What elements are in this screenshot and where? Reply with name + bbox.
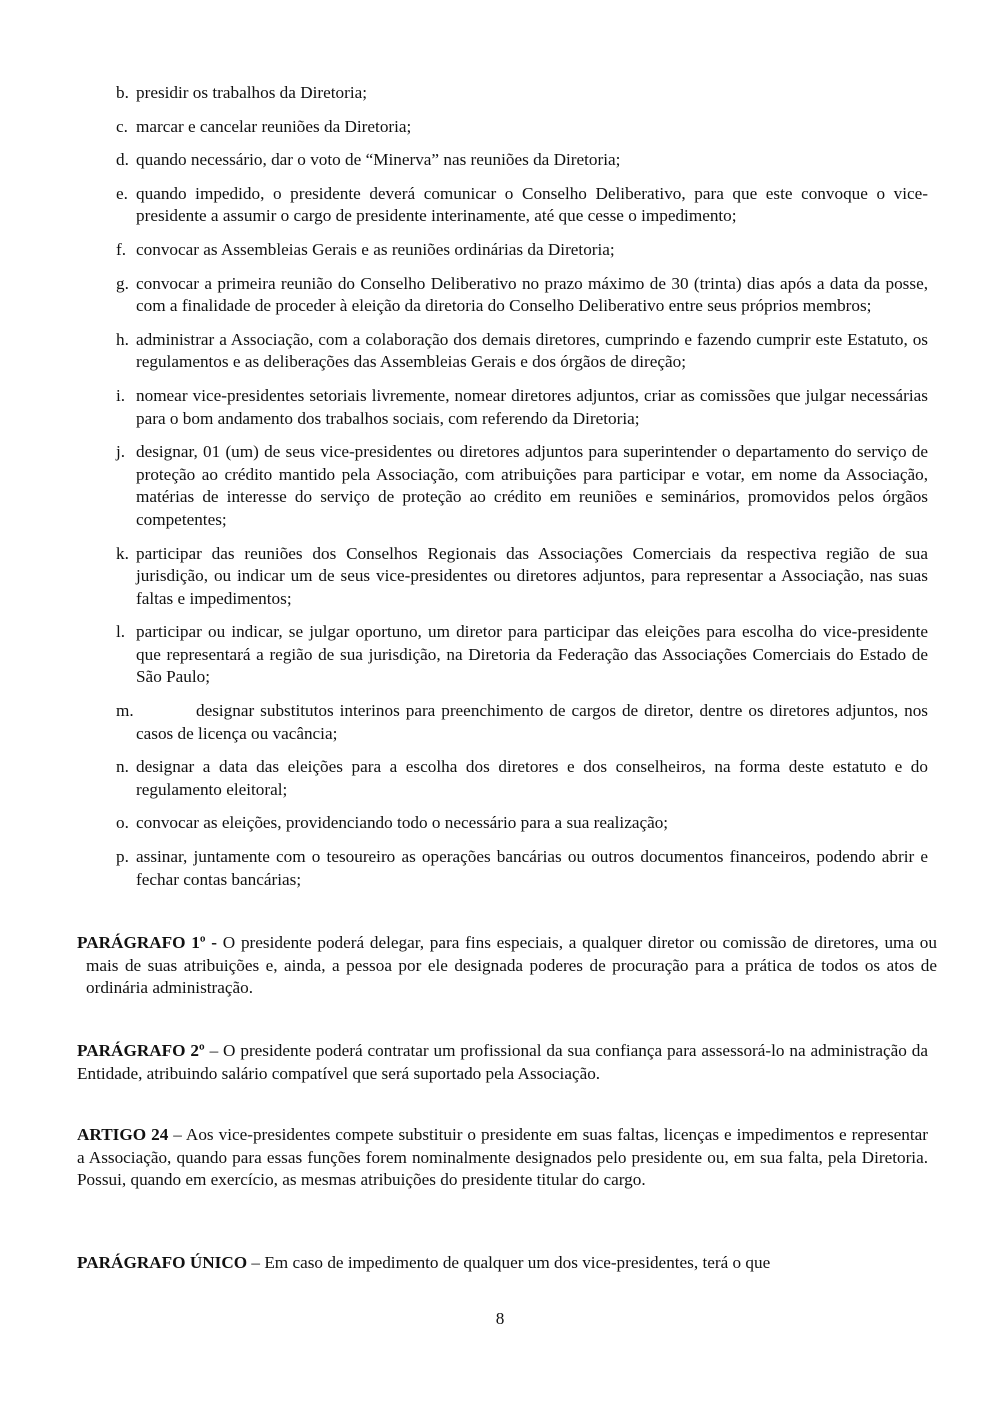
list-item-c [116,116,928,139]
list-letter: i. [116,385,126,405]
list-text: participar das reuniões dos Conselhos Regionais das Associações Comerciais da respectiva região de sua jurisdição, ou indicar um de seus vice-presidentes ou diretores adjuntos, para representar a Associação, nas suas faltas e impedimentos; [136,543,928,608]
paragrafo-1-heading: PARÁGRAFO 1º - [77,933,218,952]
list-item-b [116,82,928,105]
list-text: designar substitutos interinos para preenchimento de cargos de diretor, dentre os diretores adjuntos, nos casos de licença ou vacância; [136,701,928,743]
list-letter: o. [116,813,129,833]
list-letter: k. [116,543,129,563]
list-text: quando necessário, dar o voto de “Minerva” nas reuniões da Diretoria; [136,150,621,170]
list-letter: d. [116,150,129,170]
list-text: convocar as Assembleias Gerais e as reuniões ordinárias da Diretoria; [136,239,615,259]
list-letter: b. [116,83,129,102]
list-text: marcar e cancelar reuniões da Diretoria; [136,116,412,136]
paragrafo-2-heading: PARÁGRAFO 2º [77,1041,205,1060]
list-letter: g. [116,273,129,293]
list-letter: h. [116,329,129,349]
list-item-j [116,441,928,531]
list-letter: p. [116,847,129,867]
list-text: convocar as eleições, providenciando todo o necessário para a sua realização; [136,813,669,833]
list-item-g [116,273,928,318]
list-text: participar ou indicar, se julgar oportuno, um diretor para participar das eleições para escolha do vice-presidente que representará a região de sua jurisdição, na Diretoria da Federação das Associações Comerciais do Estado de São Paulo; [136,622,928,687]
list-item-p [116,846,928,891]
list-letter: j. [116,442,126,462]
list-letter: f. [116,239,127,259]
list-item-k [116,543,928,611]
list-item-o [116,812,928,835]
list-item-n [116,756,928,801]
paragrafo-2-text: – O presidente poderá contratar um profissional da sua confiança para assessorá-lo na administração da Entidade, atribuindo salário compatível que será suportado pela Associação. [77,1041,928,1083]
list-item-h [116,329,928,374]
list-text: designar a data das eleições para a escolha dos diretores e dos conselheiros, na forma deste estatuto e do regulamento eleitoral; [136,757,928,799]
page-number: 8 [495,1309,505,1328]
list-text: nomear vice-presidentes setoriais livremente, nomear diretores adjuntos, criar as comissões que julgar necessárias para o bom andamento dos trabalhos sociais, com referendo da Diretoria; [136,385,928,428]
list-text: designar, 01 (um) de seus vice-presidentes ou diretores adjuntos para superintender o departamento do serviço de proteção ao crédito mantido pela Associação, com atribuições para participar e votar, em nome da Associação, matérias de interesse do serviço de proteção ao crédito em reuniões e seminários, promovidos pelos órgãos competentes; [136,442,928,529]
list-item-f [116,239,928,262]
list-letter: c. [116,116,128,136]
list-letter: l. [116,622,126,642]
paragrafo-unico-text: – Em caso de impedimento de qualquer um dos vice-presidentes, terá o que [247,1253,771,1272]
artigo-24-heading: ARTIGO 24 [77,1125,169,1144]
list-text: quando impedido, o presidente deverá comunicar o Conselho Deliberativo, para que este convoque o vice-presidente a assumir o cargo de presidente interinamente, até que cesse o impedimento; [136,183,928,226]
paragrafo-1-text: O presidente poderá delegar, para fins especiais, a qualquer diretor ou comissão de diretores, uma ou mais de suas atribuições e, ainda, a pessoa por ele designada poderes de procuração para a prática de todos os atos de ordinária administração. [86,933,937,998]
list-item-i [116,385,928,430]
list-item-m [116,700,928,745]
list-letter: m. [116,701,134,721]
artigo-24 [77,1124,928,1192]
list-item-d [116,149,928,172]
paragrafo-1 [77,932,937,1000]
artigo-24-text: – Aos vice-presidentes compete substituir o presidente em suas faltas, licenças e impedimentos e representar a Associação, quando para essas funções forem nominalmente designados pelo presidente ou, em sua falta, pela Diretoria. Possui, quando em exercício, as mesmas atribuições do presidente titular do cargo. [77,1125,928,1190]
list-item-l [116,621,928,689]
list-item-e [116,183,928,228]
list-letter: e. [116,183,128,203]
attribution-list [116,82,928,902]
list-text: assinar, juntamente com o tesoureiro as operações bancárias ou outros documentos financeiros, podendo abrir e fechar contas bancárias; [136,847,928,889]
paragrafo-unico [77,1252,928,1275]
paragrafo-2 [77,1040,928,1085]
paragrafo-unico-heading: PARÁGRAFO ÚNICO [77,1253,248,1272]
list-text: administrar a Associação, com a colaboração dos demais diretores, cumprindo e fazendo cumprir este Estatuto, os regulamentos e as deliberações das Assembleias Gerais e dos órgãos de direção; [136,329,928,372]
list-text: presidir os trabalhos da Diretoria; [136,83,368,102]
list-text: convocar a primeira reunião do Conselho Deliberativo no prazo máximo de 30 (trinta) dias após a data da posse, com a finalidade de proceder à eleição da diretoria do Conselho Deliberativo entre seus próprios membros; [136,273,928,316]
list-letter: n. [116,757,129,777]
